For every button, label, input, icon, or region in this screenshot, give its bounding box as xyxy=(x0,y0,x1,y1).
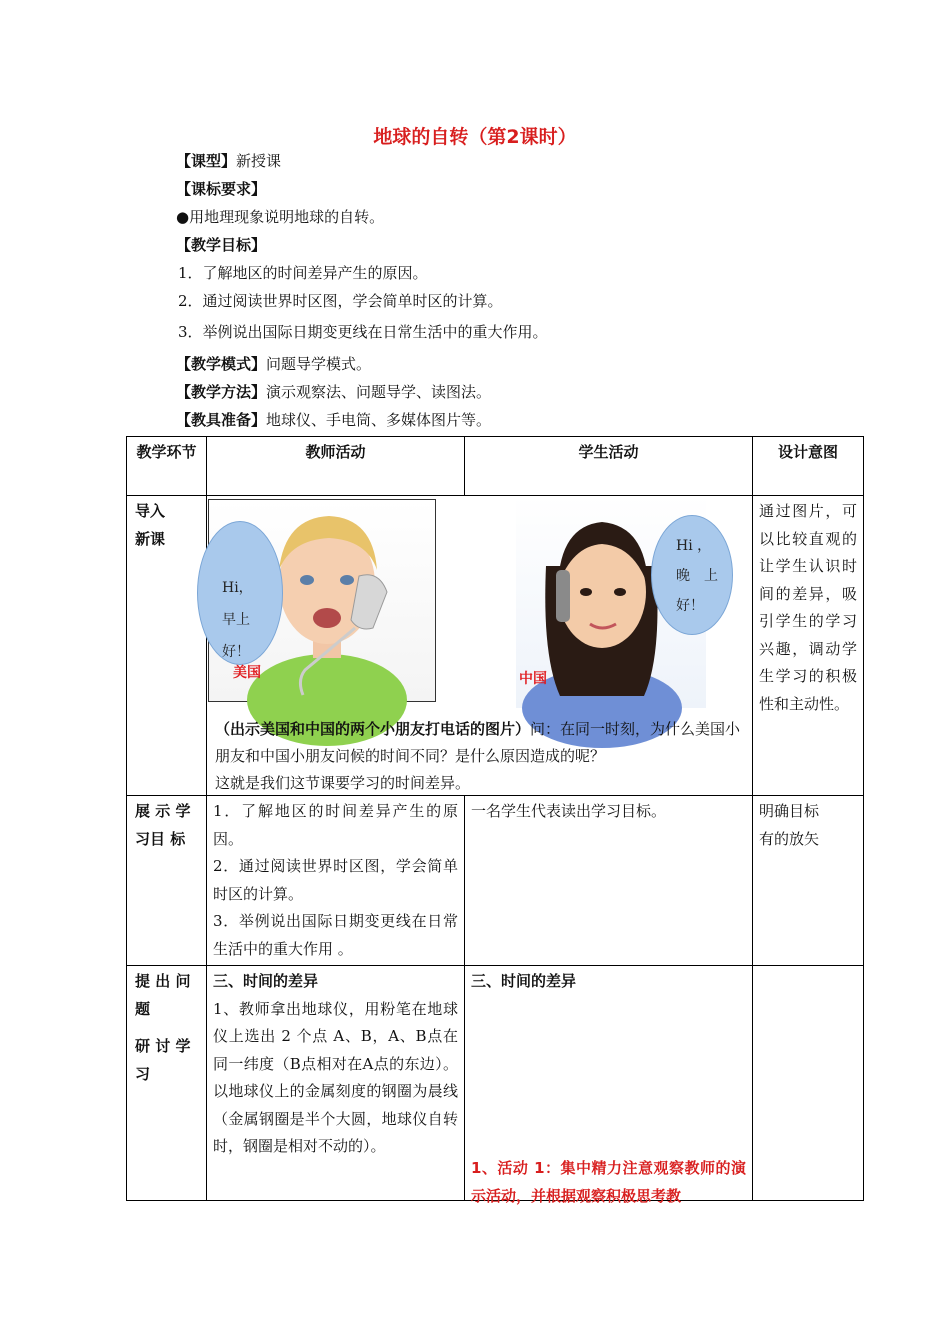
intro-description xyxy=(215,716,755,797)
boy-phone-photo xyxy=(208,499,436,702)
student-inquiry-heading: 三、时间的差异 xyxy=(471,972,577,990)
teacher-goal-2: 2．通过阅读世界时区图，学会简单时区的计算。 xyxy=(213,857,458,903)
teaching-tools-line: 【教具准备】地球仪、手电筒、多媒体图片等。 xyxy=(176,411,492,429)
lesson-plan-table xyxy=(126,436,864,1205)
label-usa: 美国 xyxy=(233,665,261,681)
student-inquiry xyxy=(465,966,753,1205)
table-row-inquiry xyxy=(127,966,864,1201)
teacher-goal-3: 3．举例说出国际日期变更线在日常生活中的重大作用 。 xyxy=(213,912,458,958)
header-stage: 教学环节 xyxy=(127,437,207,496)
boy-speech-bubble: Hi， 早上 好！ xyxy=(197,521,283,665)
stage-inquiry-b: 研 讨 学 习 xyxy=(135,1037,191,1083)
intro-conclusion: 这就是我们这节课要学习的时间差异。 xyxy=(215,774,471,792)
teacher-inquiry-text: 1、教师拿出地球仪，用粉笔在地球仪上选出 2 个点 A、B，A、B点在同一纬度（B点相对在A点的东边）。以地球仪上的金属刻度的钢圈为晨线（金属钢圈是半个大圆，地球仪自转时，钢圈是相对不动的）。 xyxy=(213,999,458,1155)
table-header-row xyxy=(127,437,864,496)
stage-goals: 展 示 学 习目 标 xyxy=(127,796,207,966)
intro-question: 问：在同一时刻，为什么美国小朋友和中国小朋友问候的时间不同？是什么原因造成的呢？ xyxy=(215,720,741,765)
girl-phone-photo xyxy=(516,496,718,708)
intent-intro: 通过图片，可以比较直观的让学生认识时间的差异，吸引学生的学习兴趣，调动学生学习的积极性和主动性。 xyxy=(753,496,864,796)
stage-intro: 导入新课 xyxy=(127,496,207,796)
teacher-goals xyxy=(207,796,465,966)
header-intent: 设计意图 xyxy=(753,437,864,496)
goal-item-2: 2．通过阅读世界时区图，学会简单时区的计算。 xyxy=(178,292,503,310)
teacher-inquiry-heading: 三、时间的差异 xyxy=(213,972,319,990)
header-teacher: 教师活动 xyxy=(207,437,465,496)
teacher-goal-1: 1．了解地区的时间差异产生的原因。 xyxy=(213,802,458,848)
teacher-inquiry xyxy=(207,966,465,1201)
table-row-goals xyxy=(127,796,864,966)
goal-item-3: 3．举例说出国际日期变更线在日常生活中的重大作用。 xyxy=(178,323,548,341)
curriculum-standard-item: ●用地理现象说明地球的自转。 xyxy=(176,208,385,226)
intro-content xyxy=(207,496,753,796)
teaching-mode-line: 【教学模式】问题导学模式。 xyxy=(176,355,372,373)
course-type-line: 【课型】新授课 xyxy=(176,152,282,170)
intent-inquiry xyxy=(753,966,864,1201)
student-goals: 一名学生代表读出学习目标。 xyxy=(465,796,753,966)
header-student: 学生活动 xyxy=(465,437,753,496)
girl-speech-bubble: Hi ， 晚 上 好！ xyxy=(651,515,733,635)
goal-item-1: 1．了解地区的时间差异产生的原因。 xyxy=(178,264,428,282)
page-title: 地球的自转（第2课时） xyxy=(373,126,577,148)
teaching-method-line: 【教学方法】演示观察法、问题导学、读图法。 xyxy=(176,383,492,401)
teaching-goals-label: 【教学目标】 xyxy=(176,236,267,254)
curriculum-standard-label: 【课标要求】 xyxy=(176,180,267,198)
student-activity-1: 1、活动 1：集中精力注意观察教师的演示活动，并根据观察积极思考教 xyxy=(471,1159,746,1205)
intent-goals: 明确目标有的放矢 xyxy=(753,796,864,966)
stage-inquiry xyxy=(127,966,207,1201)
stage-inquiry-a: 提 出 问 题 xyxy=(135,972,191,1018)
label-china: 中国 xyxy=(519,671,547,687)
intro-bold-caption: （出示美国和中国的两个小朋友打电话的图片） xyxy=(215,720,531,738)
table-row-intro xyxy=(127,496,864,796)
